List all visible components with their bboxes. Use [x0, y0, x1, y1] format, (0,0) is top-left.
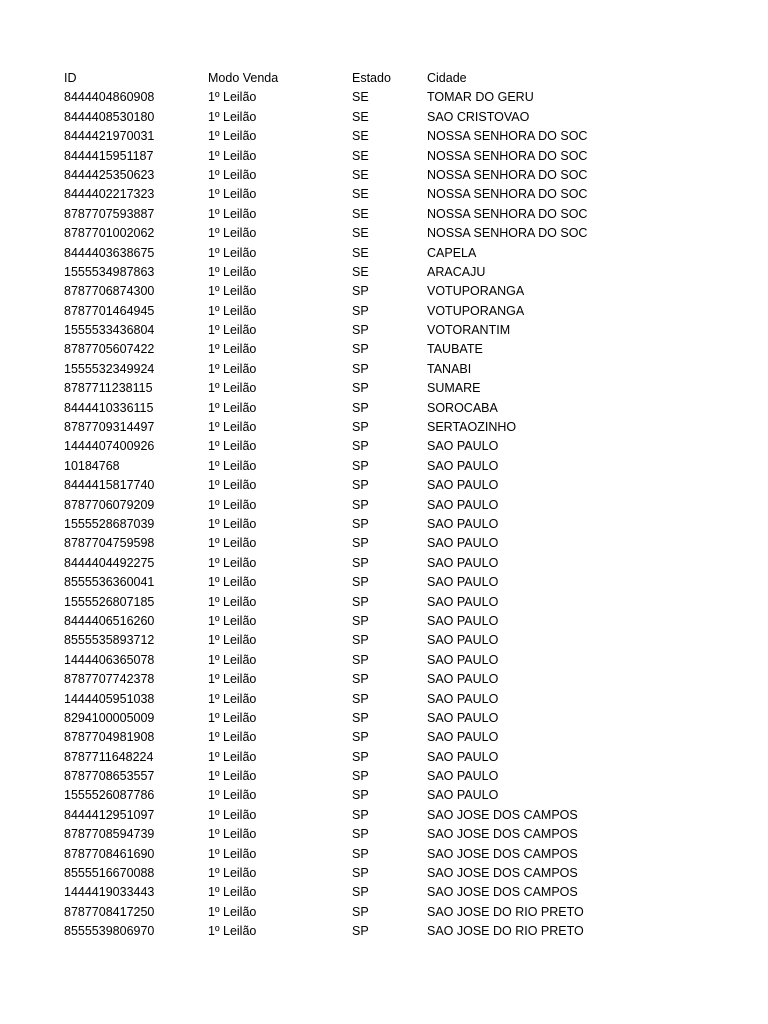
cell-modo-venda: 1º Leilão — [208, 245, 257, 260]
cell-id: 8787711238115 — [64, 381, 153, 396]
cell-modo-venda: 1º Leilão — [208, 420, 257, 435]
cell-estado: SE — [352, 245, 369, 260]
cell-id: 8787708594739 — [64, 827, 155, 842]
cell-cidade: SAO PAULO — [427, 769, 499, 784]
cell-id: 8787704759598 — [64, 536, 155, 551]
cell-id: 8444415951187 — [64, 148, 154, 163]
cell-id: 8787708461690 — [64, 846, 155, 861]
cell-modo-venda: 1º Leilão — [208, 303, 257, 318]
table-row — [64, 418, 587, 437]
cell-id: 8444415817740 — [64, 478, 155, 493]
cell-estado: SE — [352, 109, 369, 124]
cell-cidade: SAO CRISTOVAO — [427, 109, 530, 124]
cell-estado: SP — [352, 284, 369, 299]
cell-id: 8555516670088 — [64, 866, 155, 881]
cell-cidade: SERTAOZINHO — [427, 420, 517, 435]
cell-modo-venda: 1º Leilão — [208, 342, 257, 357]
cell-cidade: ARACAJU — [427, 264, 486, 279]
cell-modo-venda: 1º Leilão — [208, 885, 257, 900]
table-row — [64, 476, 587, 495]
table-row — [64, 690, 587, 709]
cell-cidade: SAO PAULO — [427, 497, 499, 512]
cell-cidade: SAO PAULO — [427, 691, 499, 706]
table-row — [64, 244, 587, 263]
cell-id: 1555532349924 — [64, 361, 155, 376]
cell-modo-venda: 1º Leilão — [208, 478, 257, 493]
cell-modo-venda: 1º Leilão — [208, 827, 257, 842]
cell-estado: SP — [352, 846, 369, 861]
cell-id: 1444407400926 — [64, 439, 155, 454]
cell-estado: SP — [352, 769, 369, 784]
cell-estado: SE — [352, 148, 369, 163]
cell-estado: SP — [352, 381, 369, 396]
table-row — [64, 631, 587, 650]
cell-modo-venda: 1º Leilão — [208, 90, 257, 105]
cell-estado: SP — [352, 536, 369, 551]
cell-modo-venda: 1º Leilão — [208, 730, 257, 745]
cell-estado: SE — [352, 167, 369, 182]
cell-estado: SP — [352, 924, 369, 939]
table-row — [64, 263, 587, 282]
table-row — [64, 612, 587, 631]
cell-id: 8444410336115 — [64, 400, 154, 415]
cell-modo-venda: 1º Leilão — [208, 594, 257, 609]
cell-modo-venda: 1º Leilão — [208, 226, 257, 241]
cell-estado: SP — [352, 323, 369, 338]
cell-modo-venda: 1º Leilão — [208, 613, 257, 628]
cell-estado: SP — [352, 400, 369, 415]
header-row — [64, 69, 587, 88]
header-id: ID — [64, 71, 77, 85]
cell-id: 8444408530180 — [64, 109, 155, 124]
cell-cidade: SAO PAULO — [427, 788, 499, 803]
header-estado: Estado — [352, 71, 391, 85]
cell-estado: SP — [352, 807, 369, 822]
cell-cidade: NOSSA SENHORA DO SOC — [427, 187, 588, 202]
table-row — [64, 593, 587, 612]
table-row — [64, 651, 587, 670]
cell-estado: SP — [352, 710, 369, 725]
table-row — [64, 496, 587, 515]
cell-modo-venda: 1º Leilão — [208, 788, 257, 803]
cell-cidade: SUMARE — [427, 381, 481, 396]
cell-id: 8787706079209 — [64, 497, 155, 512]
table-row — [64, 205, 587, 224]
cell-id: 8555536360041 — [64, 575, 155, 590]
cell-id: 8444425350623 — [64, 167, 155, 182]
cell-estado: SP — [352, 439, 369, 454]
cell-id: 8444404860908 — [64, 90, 155, 105]
cell-estado: SE — [352, 226, 369, 241]
cell-modo-venda: 1º Leilão — [208, 846, 257, 861]
cell-cidade: SAO PAULO — [427, 594, 499, 609]
cell-estado: SP — [352, 458, 369, 473]
cell-modo-venda: 1º Leilão — [208, 400, 257, 415]
cell-estado: SP — [352, 885, 369, 900]
cell-cidade: SAO PAULO — [427, 652, 499, 667]
cell-modo-venda: 1º Leilão — [208, 361, 257, 376]
cell-modo-venda: 1º Leilão — [208, 924, 257, 939]
table-row — [64, 883, 587, 902]
table-row — [64, 922, 587, 941]
cell-modo-venda: 1º Leilão — [208, 807, 257, 822]
cell-cidade: VOTUPORANGA — [427, 303, 525, 318]
cell-cidade: VOTUPORANGA — [427, 284, 525, 299]
cell-estado: SE — [352, 187, 369, 202]
cell-cidade: SAO JOSE DO RIO PRETO — [427, 904, 584, 919]
table-row — [64, 166, 587, 185]
spreadsheet-table — [64, 69, 587, 942]
cell-modo-venda: 1º Leilão — [208, 516, 257, 531]
cell-cidade: NOSSA SENHORA DO SOC — [427, 148, 588, 163]
cell-modo-venda: 1º Leilão — [208, 458, 257, 473]
cell-modo-venda: 1º Leilão — [208, 109, 257, 124]
table-row — [64, 534, 587, 553]
cell-id: 1555526087786 — [64, 788, 155, 803]
cell-id: 8444402217323 — [64, 187, 155, 202]
cell-modo-venda: 1º Leilão — [208, 129, 257, 144]
table-row — [64, 340, 587, 359]
cell-cidade: SAO PAULO — [427, 710, 499, 725]
cell-id: 8787705607422 — [64, 342, 155, 357]
cell-id: 1555528687039 — [64, 516, 155, 531]
cell-modo-venda: 1º Leilão — [208, 555, 257, 570]
cell-id: 8444421970031 — [64, 129, 155, 144]
cell-cidade: NOSSA SENHORA DO SOC — [427, 167, 588, 182]
cell-estado: SP — [352, 904, 369, 919]
cell-id: 8444406516260 — [64, 613, 155, 628]
table-row — [64, 845, 587, 864]
cell-cidade: SAO PAULO — [427, 749, 499, 764]
cell-id: 8787706874300 — [64, 284, 155, 299]
cell-modo-venda: 1º Leilão — [208, 264, 257, 279]
table-row — [64, 670, 587, 689]
cell-id: 8444412951097 — [64, 807, 155, 822]
table-row — [64, 282, 587, 301]
cell-modo-venda: 1º Leilão — [208, 749, 257, 764]
cell-cidade: NOSSA SENHORA DO SOC — [427, 226, 588, 241]
table-row — [64, 709, 587, 728]
header-cidade: Cidade — [427, 71, 467, 85]
table-row — [64, 321, 587, 340]
table-row — [64, 806, 587, 825]
cell-cidade: SAO PAULO — [427, 458, 499, 473]
cell-estado: SP — [352, 516, 369, 531]
cell-modo-venda: 1º Leilão — [208, 536, 257, 551]
cell-cidade: SOROCABA — [427, 400, 498, 415]
cell-cidade: VOTORANTIM — [427, 323, 511, 338]
table-row — [64, 728, 587, 747]
cell-estado: SP — [352, 361, 369, 376]
cell-cidade: SAO PAULO — [427, 516, 499, 531]
cell-cidade: SAO JOSE DOS CAMPOS — [427, 885, 578, 900]
cell-id: 8294100005009 — [64, 710, 155, 725]
cell-id: 8787708653557 — [64, 769, 155, 784]
cell-modo-venda: 1º Leilão — [208, 691, 257, 706]
cell-modo-venda: 1º Leilão — [208, 866, 257, 881]
cell-cidade: SAO PAULO — [427, 478, 499, 493]
cell-cidade: TANABI — [427, 361, 472, 376]
table-row — [64, 108, 587, 127]
table-row — [64, 515, 587, 534]
header-modo-venda: Modo Venda — [208, 71, 279, 85]
cell-modo-venda: 1º Leilão — [208, 381, 257, 396]
cell-estado: SP — [352, 866, 369, 881]
cell-estado: SP — [352, 788, 369, 803]
cell-id: 8787709314497 — [64, 420, 155, 435]
cell-id: 8787707742378 — [64, 672, 155, 687]
cell-id: 10184768 — [64, 458, 120, 473]
table-row — [64, 224, 587, 243]
table-row — [64, 864, 587, 883]
cell-cidade: SAO PAULO — [427, 730, 499, 745]
cell-estado: SP — [352, 342, 369, 357]
cell-cidade: SAO JOSE DOS CAMPOS — [427, 846, 578, 861]
cell-id: 8444404492275 — [64, 555, 155, 570]
table-row — [64, 573, 587, 592]
cell-id: 8555535893712 — [64, 633, 155, 648]
table-row — [64, 127, 587, 146]
cell-cidade: SAO PAULO — [427, 575, 499, 590]
table-row — [64, 379, 587, 398]
cell-modo-venda: 1º Leilão — [208, 497, 257, 512]
cell-cidade: SAO JOSE DOS CAMPOS — [427, 866, 578, 881]
cell-modo-venda: 1º Leilão — [208, 167, 257, 182]
cell-id: 8787701002062 — [64, 226, 155, 241]
table-row — [64, 185, 587, 204]
cell-id: 8787711648224 — [64, 749, 154, 764]
cell-cidade: SAO PAULO — [427, 536, 499, 551]
cell-cidade: NOSSA SENHORA DO SOC — [427, 206, 588, 221]
table-row — [64, 360, 587, 379]
cell-estado: SP — [352, 691, 369, 706]
cell-estado: SP — [352, 672, 369, 687]
table-row — [64, 554, 587, 573]
cell-modo-venda: 1º Leilão — [208, 206, 257, 221]
cell-estado: SP — [352, 633, 369, 648]
cell-estado: SP — [352, 749, 369, 764]
cell-estado: SE — [352, 206, 369, 221]
cell-cidade: SAO PAULO — [427, 439, 499, 454]
cell-estado: SP — [352, 613, 369, 628]
cell-cidade: SAO PAULO — [427, 613, 499, 628]
cell-cidade: SAO JOSE DO RIO PRETO — [427, 924, 584, 939]
cell-cidade: TAUBATE — [427, 342, 483, 357]
cell-estado: SP — [352, 478, 369, 493]
cell-id: 1444405951038 — [64, 691, 155, 706]
cell-modo-venda: 1º Leilão — [208, 633, 257, 648]
table-row — [64, 302, 587, 321]
cell-estado: SP — [352, 420, 369, 435]
cell-cidade: SAO PAULO — [427, 672, 499, 687]
cell-modo-venda: 1º Leilão — [208, 904, 257, 919]
cell-estado: SP — [352, 303, 369, 318]
cell-id: 1555526807185 — [64, 594, 155, 609]
cell-cidade: SAO PAULO — [427, 633, 499, 648]
cell-cidade: TOMAR DO GERU — [427, 90, 534, 105]
table-body — [64, 88, 587, 941]
cell-estado: SP — [352, 652, 369, 667]
cell-cidade: SAO JOSE DOS CAMPOS — [427, 807, 578, 822]
cell-estado: SP — [352, 594, 369, 609]
cell-id: 8787707593887 — [64, 206, 155, 221]
cell-cidade: SAO PAULO — [427, 555, 499, 570]
table-row — [64, 903, 587, 922]
cell-id: 8444403638675 — [64, 245, 155, 260]
cell-id: 8787704981908 — [64, 730, 155, 745]
cell-id: 8555539806970 — [64, 924, 155, 939]
cell-modo-venda: 1º Leilão — [208, 652, 257, 667]
table-row — [64, 786, 587, 805]
cell-id: 1555534987863 — [64, 264, 155, 279]
cell-modo-venda: 1º Leilão — [208, 284, 257, 299]
cell-cidade: SAO JOSE DOS CAMPOS — [427, 827, 578, 842]
table-row — [64, 825, 587, 844]
cell-modo-venda: 1º Leilão — [208, 672, 257, 687]
cell-id: 8787708417250 — [64, 904, 155, 919]
table-row — [64, 88, 587, 107]
cell-id: 1444406365078 — [64, 652, 155, 667]
table-row — [64, 767, 587, 786]
cell-estado: SE — [352, 90, 369, 105]
cell-modo-venda: 1º Leilão — [208, 710, 257, 725]
table-row — [64, 399, 587, 418]
cell-estado: SE — [352, 129, 369, 144]
cell-modo-venda: 1º Leilão — [208, 187, 257, 202]
cell-cidade: NOSSA SENHORA DO SOC — [427, 129, 588, 144]
cell-estado: SP — [352, 827, 369, 842]
cell-cidade: CAPELA — [427, 245, 477, 260]
table-row — [64, 748, 587, 767]
cell-estado: SP — [352, 497, 369, 512]
cell-modo-venda: 1º Leilão — [208, 439, 257, 454]
cell-modo-venda: 1º Leilão — [208, 769, 257, 784]
cell-id: 1555533436804 — [64, 323, 155, 338]
cell-estado: SP — [352, 730, 369, 745]
table-row — [64, 457, 587, 476]
cell-id: 1444419033443 — [64, 885, 155, 900]
cell-estado: SE — [352, 264, 369, 279]
cell-modo-venda: 1º Leilão — [208, 323, 257, 338]
table-row — [64, 437, 587, 456]
cell-estado: SP — [352, 575, 369, 590]
cell-estado: SP — [352, 555, 369, 570]
table-row — [64, 147, 587, 166]
cell-id: 8787701464945 — [64, 303, 155, 318]
cell-modo-venda: 1º Leilão — [208, 575, 257, 590]
cell-modo-venda: 1º Leilão — [208, 148, 257, 163]
